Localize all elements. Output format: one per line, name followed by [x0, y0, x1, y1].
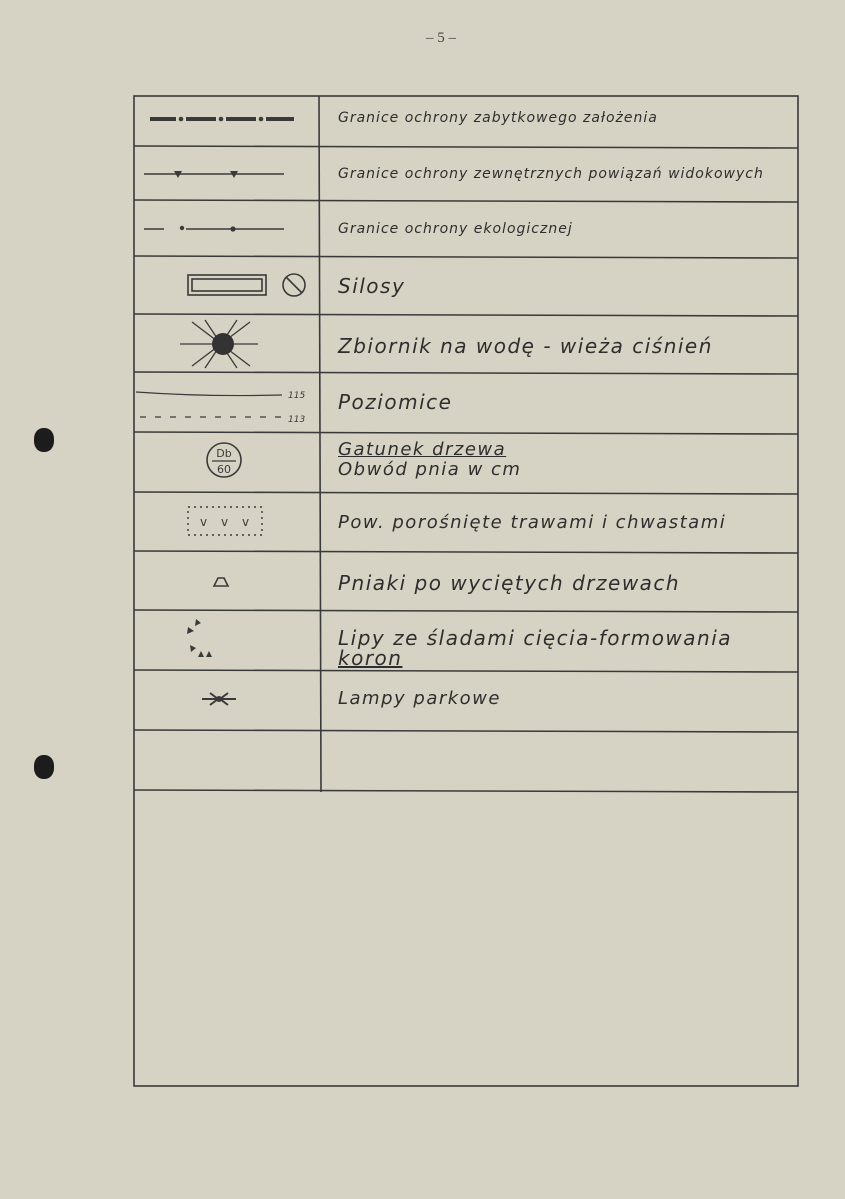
contour-value-113: 113 — [288, 415, 306, 425]
legend-label-lime-trees-line2: koron — [338, 646, 403, 670]
punch-hole — [34, 755, 54, 779]
legend-table — [132, 94, 802, 1090]
svg-text:v: v — [200, 515, 208, 529]
legend-label-park-lamps: Lampy parkowe — [338, 688, 501, 709]
tree-marker-icon — [207, 443, 241, 477]
dash-dot-boundary-icon — [150, 117, 294, 122]
legend-label-tree-species: Gatunek drzewa — [338, 439, 507, 460]
legend-label-heritage-boundary: Granice ochrony zabytkowego założenia — [338, 110, 658, 126]
svg-text:v: v — [242, 515, 250, 529]
legend-label-lime-trees — [338, 628, 732, 668]
legend-label-grass: Pow. porośnięte trawami i chwastami — [338, 512, 727, 533]
dot-line-icon — [144, 226, 284, 232]
pruned-lime-icon — [187, 619, 212, 657]
grass-area-icon — [188, 507, 262, 535]
triangle-line-icon — [144, 171, 284, 178]
legend-label-stumps: Pniaki po wyciętych drzewach — [338, 571, 681, 595]
water-tower-icon — [180, 320, 258, 368]
tree-girth-value: 60 — [217, 463, 231, 476]
legend-label-contours: Poziomice — [338, 390, 453, 414]
legend-label-ecological-boundary: Granice ochrony ekologicznej — [338, 221, 573, 237]
legend-label-lime-trees-line1: Lipy ze śladami cięcia-formowania — [338, 626, 733, 650]
silo-icon — [188, 274, 305, 296]
punch-hole — [34, 428, 54, 452]
legend-label-water-tower: Zbiornik na wodę - wieża ciśnień — [338, 334, 713, 358]
page-number: – 5 – — [426, 30, 456, 46]
legend-label-silos: Silosy — [338, 274, 406, 298]
contour-value-115: 115 — [288, 391, 306, 401]
park-lamp-icon — [202, 693, 236, 705]
stump-icon — [214, 578, 228, 586]
svg-text:v: v — [221, 515, 229, 529]
contour-lines-icon — [136, 391, 305, 425]
legend-label-view-boundary: Granice ochrony zewnętrznych powiązań widokowych — [338, 166, 764, 182]
legend-label-tree — [338, 440, 521, 480]
legend-label-tree-girth: Obwód pnia w cm — [338, 459, 522, 480]
tree-species-code: Db — [216, 447, 232, 460]
